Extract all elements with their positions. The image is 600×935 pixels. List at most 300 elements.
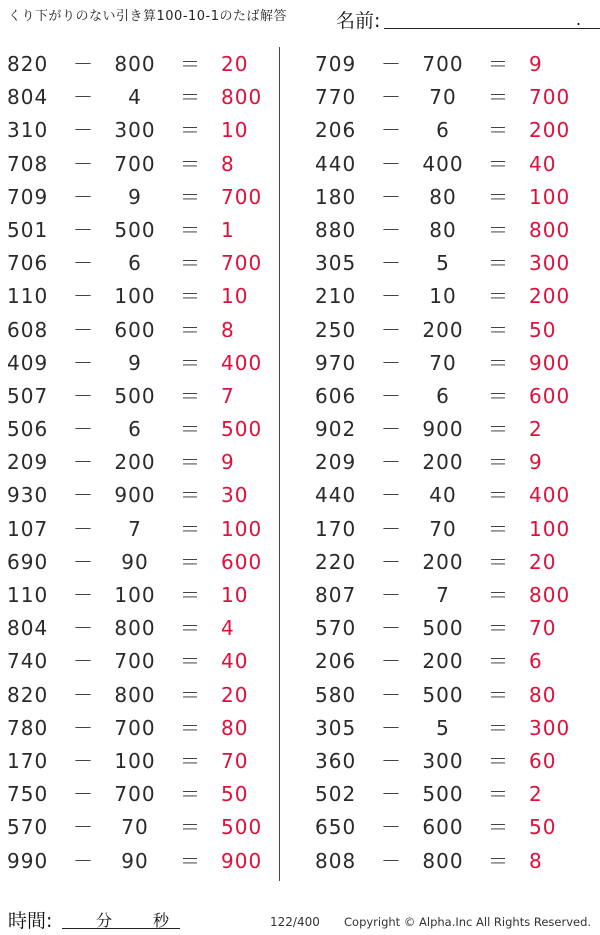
time-label: 時間: [8,910,53,932]
subtrahend: 800 [114,682,156,707]
answer: 10 [221,284,249,309]
minus-sign: － [73,782,93,807]
answer: 9 [529,450,543,475]
problem-row [0,513,280,546]
problem-row [308,446,588,479]
equals-sign: ＝ [180,848,200,873]
equals-sign: ＝ [488,715,508,740]
answer: 400 [221,350,263,375]
minuend: 808 [315,848,357,873]
problem-row [0,181,280,214]
subtrahend: 800 [114,616,156,641]
problem-row [308,214,588,247]
minuend: 740 [7,649,49,674]
minuend: 501 [7,217,49,242]
equals-sign: ＝ [180,151,200,176]
subtrahend: 6 [436,118,450,143]
equals-sign: ＝ [180,782,200,807]
minus-sign: － [381,516,401,541]
subtrahend: 90 [121,549,149,574]
minuend: 804 [7,616,49,641]
answer: 8 [221,151,235,176]
subtrahend: 300 [422,748,464,773]
problem-row [308,778,588,811]
minus-sign: － [381,251,401,276]
minus-sign: － [381,848,401,873]
answer: 200 [529,118,571,143]
minuend: 107 [7,516,49,541]
right-problem-column [308,48,588,878]
minus-sign: － [73,118,93,143]
minuend: 440 [315,151,357,176]
answer: 70 [529,616,557,641]
equals-sign: ＝ [488,417,508,442]
equals-sign: ＝ [488,317,508,342]
answer: 700 [221,184,263,209]
minuend: 250 [315,317,357,342]
minus-sign: － [381,483,401,508]
worksheet-title: くり下がりのない引き算100-10-1のたば解答 [8,9,288,24]
problem-row [0,745,280,778]
minuend: 706 [7,251,49,276]
minus-sign: － [381,748,401,773]
problem-row [308,81,588,114]
minuend: 606 [315,383,357,408]
equals-sign: ＝ [488,483,508,508]
problem-row [0,280,280,313]
problem-row [308,612,588,645]
minus-sign: － [381,118,401,143]
problem-row [0,314,280,347]
minuend: 708 [7,151,49,176]
equals-sign: ＝ [180,616,200,641]
problem-row [308,413,588,446]
equals-sign: ＝ [488,682,508,707]
subtrahend: 200 [422,549,464,574]
answer: 80 [221,715,249,740]
minuend: 209 [315,450,357,475]
problem-row [0,712,280,745]
minuend: 409 [7,350,49,375]
minus-sign: － [73,383,93,408]
subtrahend: 70 [429,350,457,375]
answer: 800 [221,85,263,110]
minus-sign: － [381,417,401,442]
minus-sign: － [73,417,93,442]
equals-sign: ＝ [180,516,200,541]
answer: 700 [529,85,571,110]
answer: 500 [221,815,263,840]
minuend: 902 [315,417,357,442]
subtrahend: 80 [429,217,457,242]
subtrahend: 500 [422,682,464,707]
equals-sign: ＝ [488,748,508,773]
subtrahend: 500 [422,782,464,807]
problem-row [0,778,280,811]
minuend: 570 [315,616,357,641]
problem-row [0,114,280,147]
equals-sign: ＝ [488,151,508,176]
minus-sign: － [73,184,93,209]
answer: 600 [529,383,571,408]
minus-sign: － [73,317,93,342]
minuend: 360 [315,748,357,773]
subtrahend: 70 [429,85,457,110]
minus-sign: － [73,151,93,176]
subtrahend: 6 [436,383,450,408]
column-divider [279,47,280,881]
problem-row [0,214,280,247]
name-period: . [576,10,582,29]
subtrahend: 800 [422,848,464,873]
minus-sign: － [73,284,93,309]
equals-sign: ＝ [180,483,200,508]
answer: 100 [221,516,263,541]
subtrahend: 9 [128,350,142,375]
minuend: 220 [315,549,357,574]
minus-sign: － [73,748,93,773]
problem-row [0,612,280,645]
minuend: 506 [7,417,49,442]
minuend: 930 [7,483,49,508]
answer: 500 [221,417,263,442]
problem-row [0,679,280,712]
answer: 10 [221,118,249,143]
answer: 9 [221,450,235,475]
answer: 1 [221,217,235,242]
minus-sign: － [73,516,93,541]
problem-row [308,479,588,512]
problem-row [308,579,588,612]
minus-sign: － [73,450,93,475]
problem-row [308,513,588,546]
equals-sign: ＝ [488,782,508,807]
minuend: 770 [315,85,357,110]
problem-row [308,314,588,347]
equals-sign: ＝ [180,549,200,574]
problem-row [0,148,280,181]
minus-sign: － [73,815,93,840]
problem-row [308,546,588,579]
subtrahend: 500 [422,616,464,641]
problem-row [308,347,588,380]
equals-sign: ＝ [180,649,200,674]
subtrahend: 100 [114,748,156,773]
equals-sign: ＝ [488,815,508,840]
answer: 70 [221,748,249,773]
minuend: 170 [315,516,357,541]
subtrahend: 800 [114,52,156,76]
minus-sign: － [73,217,93,242]
equals-sign: ＝ [180,682,200,707]
subtrahend: 80 [429,184,457,209]
minuend: 440 [315,483,357,508]
minuend: 650 [315,815,357,840]
minuend: 750 [7,782,49,807]
equals-sign: ＝ [180,184,200,209]
problem-row [0,81,280,114]
equals-sign: ＝ [488,383,508,408]
problem-row [308,645,588,678]
minus-sign: － [73,616,93,641]
minuend: 507 [7,383,49,408]
equals-sign: ＝ [488,583,508,607]
subtrahend: 900 [114,483,156,508]
subtrahend: 400 [422,151,464,176]
problem-row [308,181,588,214]
equals-sign: ＝ [180,450,200,475]
answer: 40 [529,151,557,176]
subtrahend: 200 [422,317,464,342]
subtrahend: 9 [128,184,142,209]
page-number: 122/400 [270,915,320,929]
minutes-label: 分 [96,911,113,930]
subtrahend: 700 [114,151,156,176]
answer: 7 [221,383,235,408]
minus-sign: － [73,52,93,76]
minuend: 502 [315,782,357,807]
equals-sign: ＝ [180,217,200,242]
minuend: 206 [315,649,357,674]
minus-sign: － [73,483,93,508]
equals-sign: ＝ [488,848,508,873]
answer: 900 [221,848,263,873]
answer: 300 [529,251,571,276]
minus-sign: － [73,583,93,607]
answer: 20 [221,52,249,76]
minus-sign: － [381,284,401,309]
minuend: 310 [7,118,49,143]
answer: 2 [529,417,543,442]
answer: 600 [221,549,263,574]
subtrahend: 700 [422,52,464,76]
problem-row [308,845,588,878]
subtrahend: 500 [114,217,156,242]
answer: 40 [221,649,249,674]
minuend: 880 [315,217,357,242]
subtrahend: 700 [114,715,156,740]
answer: 30 [221,483,249,508]
problem-row [0,811,280,844]
answer: 8 [221,317,235,342]
equals-sign: ＝ [180,350,200,375]
answer: 80 [529,682,557,707]
subtrahend: 600 [114,317,156,342]
subtrahend: 100 [114,583,156,607]
problem-row [0,446,280,479]
minus-sign: － [381,450,401,475]
minus-sign: － [381,151,401,176]
minuend: 209 [7,450,49,475]
equals-sign: ＝ [180,251,200,276]
answer: 50 [529,815,557,840]
problem-row [308,247,588,280]
problem-row [308,745,588,778]
subtrahend: 5 [436,251,450,276]
minuend: 180 [315,184,357,209]
left-problem-column [0,48,280,878]
minus-sign: － [73,848,93,873]
problem-row [308,811,588,844]
minus-sign: － [381,383,401,408]
equals-sign: ＝ [488,450,508,475]
subtrahend: 10 [429,284,457,309]
equals-sign: ＝ [180,317,200,342]
minuend: 580 [315,682,357,707]
minuend: 990 [7,848,49,873]
minuend: 110 [7,583,49,607]
minuend: 820 [7,682,49,707]
answer: 800 [529,217,571,242]
problem-row [0,413,280,446]
subtrahend: 4 [128,85,142,110]
subtrahend: 70 [121,815,149,840]
problem-row [0,579,280,612]
answer: 4 [221,616,235,641]
minus-sign: － [381,184,401,209]
equals-sign: ＝ [180,118,200,143]
subtrahend: 200 [114,450,156,475]
equals-sign: ＝ [180,52,200,76]
equals-sign: ＝ [488,85,508,110]
minus-sign: － [73,85,93,110]
subtrahend: 90 [121,848,149,873]
problem-row [308,48,588,81]
equals-sign: ＝ [488,549,508,574]
problem-row [0,347,280,380]
minus-sign: － [73,682,93,707]
answer: 6 [529,649,543,674]
problem-row [308,380,588,413]
copyright-notice: Copyright © Alpha.Inc All Rights Reserved. [344,915,592,929]
equals-sign: ＝ [488,217,508,242]
minuend: 820 [7,52,49,76]
problem-row [0,380,280,413]
problem-row [0,479,280,512]
subtrahend: 200 [422,450,464,475]
subtrahend: 600 [422,815,464,840]
equals-sign: ＝ [180,383,200,408]
problem-row [308,679,588,712]
name-label: 名前: [336,10,381,32]
equals-sign: ＝ [488,616,508,641]
problem-row [308,712,588,745]
subtrahend: 7 [128,516,142,541]
answer: 300 [529,715,571,740]
problem-row [0,845,280,878]
equals-sign: ＝ [180,815,200,840]
equals-sign: ＝ [180,583,200,607]
problem-row [308,148,588,181]
answer: 50 [221,782,249,807]
answer: 800 [529,583,571,607]
minus-sign: － [381,317,401,342]
equals-sign: ＝ [180,284,200,309]
subtrahend: 300 [114,118,156,143]
name-underline [384,28,600,29]
equals-sign: ＝ [488,649,508,674]
minus-sign: － [73,251,93,276]
equals-sign: ＝ [488,350,508,375]
problem-row [0,546,280,579]
minuend: 970 [315,350,357,375]
answer: 60 [529,748,557,773]
minus-sign: － [73,649,93,674]
problem-row [0,247,280,280]
equals-sign: ＝ [488,251,508,276]
minus-sign: － [73,350,93,375]
answer: 100 [529,184,571,209]
answer: 400 [529,483,571,508]
answer: 2 [529,782,543,807]
equals-sign: ＝ [488,118,508,143]
minus-sign: － [381,715,401,740]
minus-sign: － [73,549,93,574]
problem-row [0,645,280,678]
minuend: 690 [7,549,49,574]
answer: 200 [529,284,571,309]
equals-sign: ＝ [488,284,508,309]
subtrahend: 6 [128,251,142,276]
answer: 8 [529,848,543,873]
problem-row [308,114,588,147]
subtrahend: 100 [114,284,156,309]
minus-sign: － [381,549,401,574]
minus-sign: － [381,85,401,110]
minus-sign: － [381,217,401,242]
subtrahend: 900 [422,417,464,442]
subtrahend: 7 [436,583,450,607]
subtrahend: 700 [114,649,156,674]
minuend: 709 [7,184,49,209]
minuend: 206 [315,118,357,143]
time-field [8,906,188,932]
minus-sign: － [381,682,401,707]
minuend: 780 [7,715,49,740]
equals-sign: ＝ [180,85,200,110]
answer: 9 [529,52,543,76]
answer: 50 [529,317,557,342]
minuend: 110 [7,284,49,309]
answer: 700 [221,251,263,276]
equals-sign: ＝ [180,715,200,740]
name-field [336,6,586,30]
problem-row [0,48,280,81]
answer: 900 [529,350,571,375]
subtrahend: 6 [128,417,142,442]
answer: 100 [529,516,571,541]
minus-sign: － [381,782,401,807]
subtrahend: 40 [429,483,457,508]
subtrahend: 5 [436,715,450,740]
minuend: 305 [315,715,357,740]
subtrahend: 70 [429,516,457,541]
minus-sign: － [381,815,401,840]
minuend: 807 [315,583,357,607]
seconds-label: 秒 [153,911,170,930]
subtrahend: 200 [422,649,464,674]
minuend: 170 [7,748,49,773]
minus-sign: － [381,583,401,607]
minus-sign: － [381,616,401,641]
minuend: 709 [315,52,357,76]
subtrahend: 700 [114,782,156,807]
minus-sign: － [381,52,401,76]
equals-sign: ＝ [488,52,508,76]
equals-sign: ＝ [488,184,508,209]
answer: 20 [529,549,557,574]
subtrahend: 500 [114,383,156,408]
